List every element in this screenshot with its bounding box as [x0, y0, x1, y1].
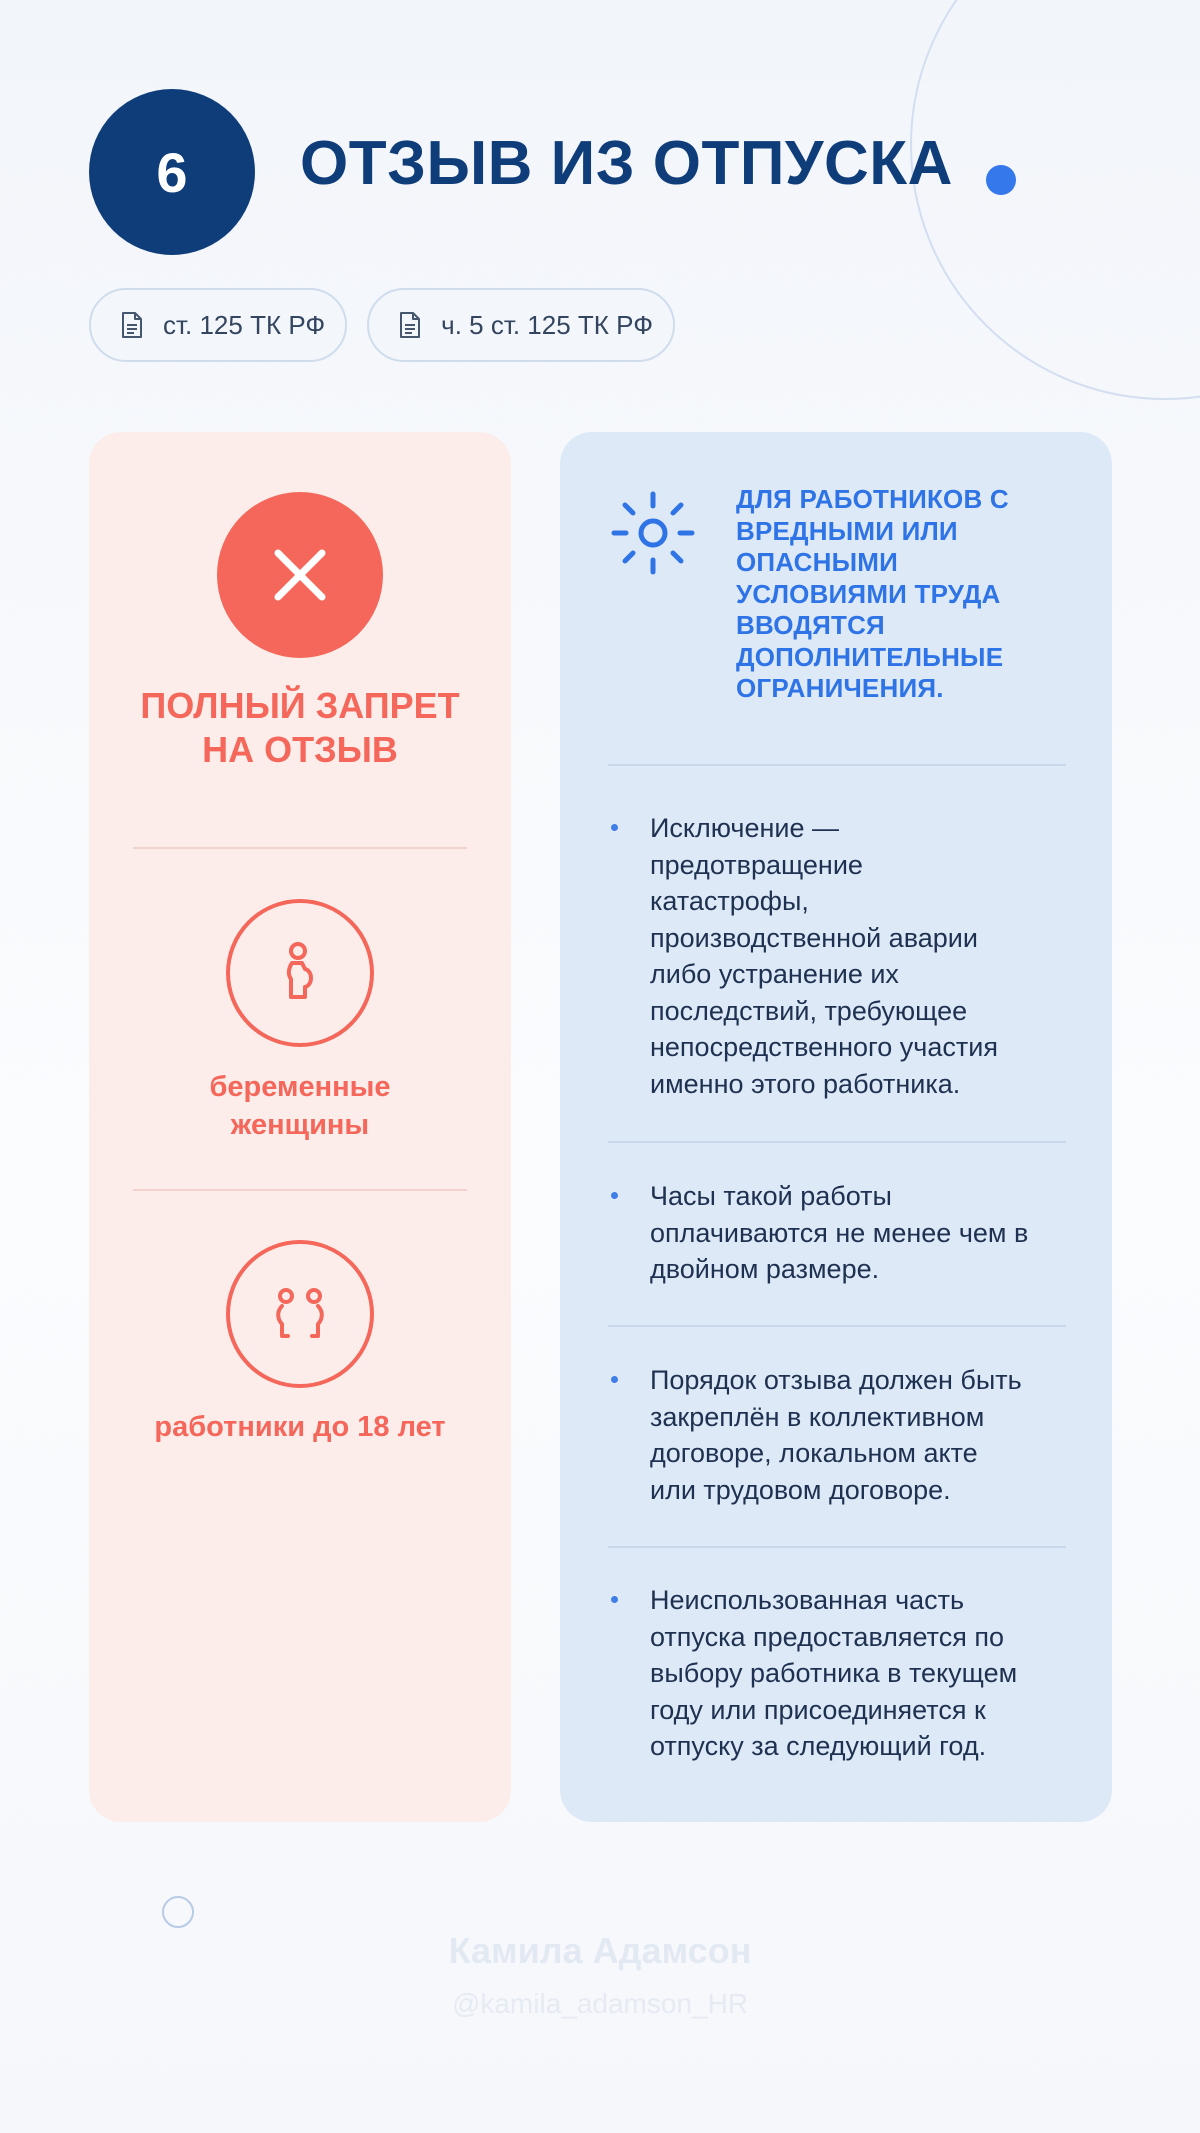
bullet-line: либо устранение их	[650, 959, 899, 989]
divider	[608, 1546, 1066, 1548]
info-title-line: ВВОДЯТСЯ	[736, 610, 885, 640]
info-title-line: ОПАСНЫМИ	[736, 547, 898, 577]
divider	[608, 764, 1066, 766]
info-title-line: ДОПОЛНИТЕЛЬНЫЕ	[736, 641, 1004, 672]
bullet-line: производственной аварии	[650, 922, 978, 953]
child-icon	[226, 1240, 374, 1388]
category-label-line: женщины	[230, 1109, 370, 1141]
divider	[133, 1189, 467, 1191]
category-label-line: работники до 18 лет	[154, 1411, 446, 1443]
bullet-line: Неиспользованная часть	[650, 1585, 965, 1615]
full-ban-card	[89, 432, 511, 1822]
bullet-line: отпуска предоставляется по	[650, 1621, 1004, 1652]
watermark-author-name: Камила Адамсон	[448, 1930, 752, 1971]
bullet-line: закреплён в коллективном	[650, 1401, 985, 1432]
sun-icon	[610, 490, 696, 576]
ban-title-line: НА ОТЗЫВ	[202, 729, 398, 770]
ban-title-line: ПОЛНЫЙ ЗАПРЕТ	[140, 685, 460, 726]
divider	[608, 1325, 1066, 1327]
bullet-line: последствий, требующее	[650, 995, 968, 1026]
category-minors	[89, 1408, 511, 1446]
bullet-dot	[611, 1192, 618, 1199]
bullet-line: двойном размере.	[650, 1254, 880, 1284]
bullet-line: Исключение —	[650, 813, 840, 843]
document-icon	[399, 311, 421, 339]
ban-title	[89, 684, 511, 772]
section-number-badge	[89, 89, 255, 255]
divider	[133, 847, 467, 849]
close-icon	[217, 492, 383, 658]
bullet-line: именно этого работника.	[650, 1068, 961, 1099]
bullet-line: или трудовом договоре.	[650, 1474, 951, 1505]
list-item	[608, 1362, 1068, 1508]
legal-reference-tags	[89, 288, 675, 362]
list-item	[608, 1178, 1068, 1288]
divider	[608, 1141, 1066, 1143]
bullet-line: Порядок отзыва должен быть	[650, 1365, 1022, 1395]
decorative-circle-outline	[910, 0, 1200, 400]
decorative-small-circle	[162, 1896, 194, 1928]
bullet-dot	[611, 1376, 618, 1383]
tag-article-125[interactable]	[89, 288, 347, 362]
tag-label: ч. 5 ст. 125 ТК РФ	[441, 309, 653, 340]
list-item	[608, 1582, 1068, 1765]
page-title: ОТЗЫВ ИЗ ОТПУСКА	[300, 129, 953, 198]
pregnant-woman-icon	[226, 899, 374, 1047]
decorative-dot	[986, 165, 1016, 195]
bullet-line: отпуску за следующий год.	[650, 1731, 987, 1761]
info-title-line: ОГРАНИЧЕНИЯ.	[736, 673, 944, 703]
section-number: 6	[156, 140, 188, 204]
bullet-line: договоре, локальном акте	[650, 1438, 978, 1468]
info-title	[736, 484, 1076, 705]
bullet-dot	[611, 1596, 618, 1603]
hazardous-conditions-card	[560, 432, 1112, 1822]
document-icon	[121, 311, 143, 339]
bullet-line: предотвращение	[650, 849, 863, 880]
tag-part-5-article-125[interactable]	[367, 288, 675, 362]
info-title-line: УСЛОВИЯМИ ТРУДА	[736, 578, 1001, 609]
bullet-line: году или присоединяется к	[650, 1694, 986, 1725]
bullet-dot	[611, 824, 618, 831]
info-title-line: ВРЕДНЫМИ ИЛИ	[736, 515, 958, 546]
list-item	[608, 810, 1068, 1102]
bullet-line: непосредственного участия	[650, 1032, 998, 1062]
bullet-line: выбору работника в текущем	[650, 1658, 1018, 1688]
bullet-line: катастрофы,	[650, 886, 809, 916]
bullet-line: оплачиваются не менее чем в	[650, 1217, 1029, 1248]
watermark-author-handle: @kamila_adamson_HR	[451, 1988, 749, 2019]
info-title-line: ДЛЯ РАБОТНИКОВ С	[736, 484, 1009, 514]
category-pregnant-women	[89, 1068, 511, 1144]
tag-label: ст. 125 ТК РФ	[163, 309, 326, 340]
bullet-line: Часы такой работы	[650, 1181, 892, 1211]
category-label-line: беременные	[209, 1071, 391, 1103]
